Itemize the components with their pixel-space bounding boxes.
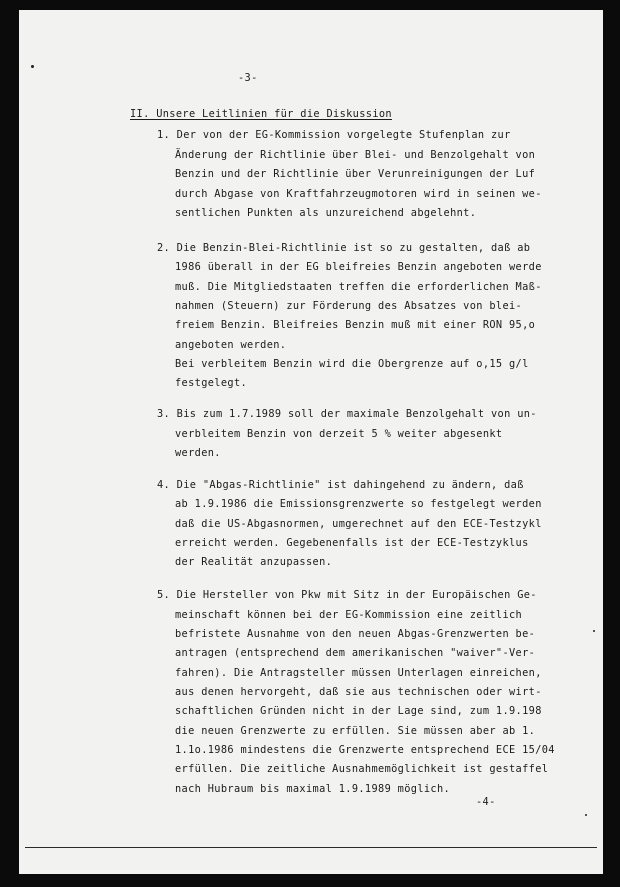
item-4-line-2: ab 1.9.1986 die Emissionsgrenzwerte so festgelegt werden — [175, 498, 542, 510]
item-5-line-8: die neuen Grenzwerte zu erfüllen. Sie müssen aber ab 1. — [175, 725, 536, 737]
item-5-line-4: antragen (entsprechend dem amerikanischen "waiver"-Ver- — [175, 647, 536, 659]
item-2-line-6: angeboten werden. — [175, 339, 287, 351]
item-5-line-11: nach Hubraum bis maximal 1.9.1989 möglich. — [175, 783, 451, 795]
item-4-line-3: daß die US-Abgasnormen, umgerechnet auf den ECE-Testzykl — [175, 518, 542, 530]
scan-speck — [585, 814, 587, 816]
item-2-line-7: Bei verbleitem Benzin wird die Obergrenze auf o,15 g/l — [175, 358, 529, 370]
page-number: -3- — [238, 72, 258, 84]
item-1-line-5: sentlichen Punkten als unzureichend abgelehnt. — [175, 207, 477, 219]
scan-speck — [593, 630, 595, 632]
item-1-line-3: Benzin und der Richtlinie über Verunreinigungen der Luf — [175, 168, 536, 180]
item-5-line-5: fahren). Die Antragsteller müssen Unterlagen einreichen, — [175, 667, 542, 679]
scan-speck — [31, 65, 34, 68]
item-5-line-6: aus denen hervorgeht, daß sie aus technischen oder wirt- — [175, 686, 542, 698]
next-page-number: -4- — [476, 796, 496, 808]
item-1-line-4: durch Abgase von Kraftfahrzeugmotoren wird in seinen we- — [175, 188, 542, 200]
item-5-line-10: erfüllen. Die zeitliche Ausnahmemöglichkeit ist gestaffel — [175, 763, 549, 775]
item-5-line-3: befristete Ausnahme von den neuen Abgas-Grenzwerten be- — [175, 628, 536, 640]
item-5-line-1: 5. Die Hersteller von Pkw mit Sitz in der Europäischen Ge- — [157, 589, 537, 601]
item-3-line-2: verbleitem Benzin von derzeit 5 % weiter abgesenkt — [175, 428, 503, 440]
bottom-rule — [25, 847, 597, 848]
document-page — [19, 10, 603, 874]
item-5-line-9: 1.1o.1986 mindestens die Grenzwerte entsprechend ECE 15/04 — [175, 744, 555, 756]
item-4-line-5: der Realität anzupassen. — [175, 556, 333, 568]
item-1-line-1: 1. Der von der EG-Kommission vorgelegte Stufenplan zur — [157, 129, 511, 141]
item-4-line-4: erreicht werden. Gegebenenfalls ist der ECE-Testzyklus — [175, 537, 529, 549]
item-5-line-7: schaftlichen Gründen nicht in der Lage sind, zum 1.9.198 — [175, 705, 542, 717]
item-2-line-3: muß. Die Mitgliedstaaten treffen die erforderlichen Maß- — [175, 281, 542, 293]
item-2-line-8: festgelegt. — [175, 377, 248, 389]
item-3-line-1: 3. Bis zum 1.7.1989 soll der maximale Benzolgehalt von un- — [157, 408, 537, 420]
item-1-line-2: Änderung der Richtlinie über Blei- und Benzolgehalt von — [175, 149, 536, 161]
item-2-line-5: freiem Benzin. Bleifreies Benzin muß mit einer RON 95,o — [175, 319, 536, 331]
item-2-line-2: 1986 überall in der EG bleifreies Benzin angeboten werde — [175, 261, 542, 273]
section-heading: II. Unsere Leitlinien für die Diskussion — [130, 108, 392, 120]
item-4-line-1: 4. Die "Abgas-Richtlinie" ist dahingehend zu ändern, daß — [157, 479, 524, 491]
item-2-line-4: nahmen (Steuern) zur Förderung des Absatzes von blei- — [175, 300, 523, 312]
item-3-line-3: werden. — [175, 447, 221, 459]
item-5-line-2: meinschaft können bei der EG-Kommission eine zeitlich — [175, 609, 523, 621]
item-2-line-1: 2. Die Benzin-Blei-Richtlinie ist so zu gestalten, daß ab — [157, 242, 531, 254]
